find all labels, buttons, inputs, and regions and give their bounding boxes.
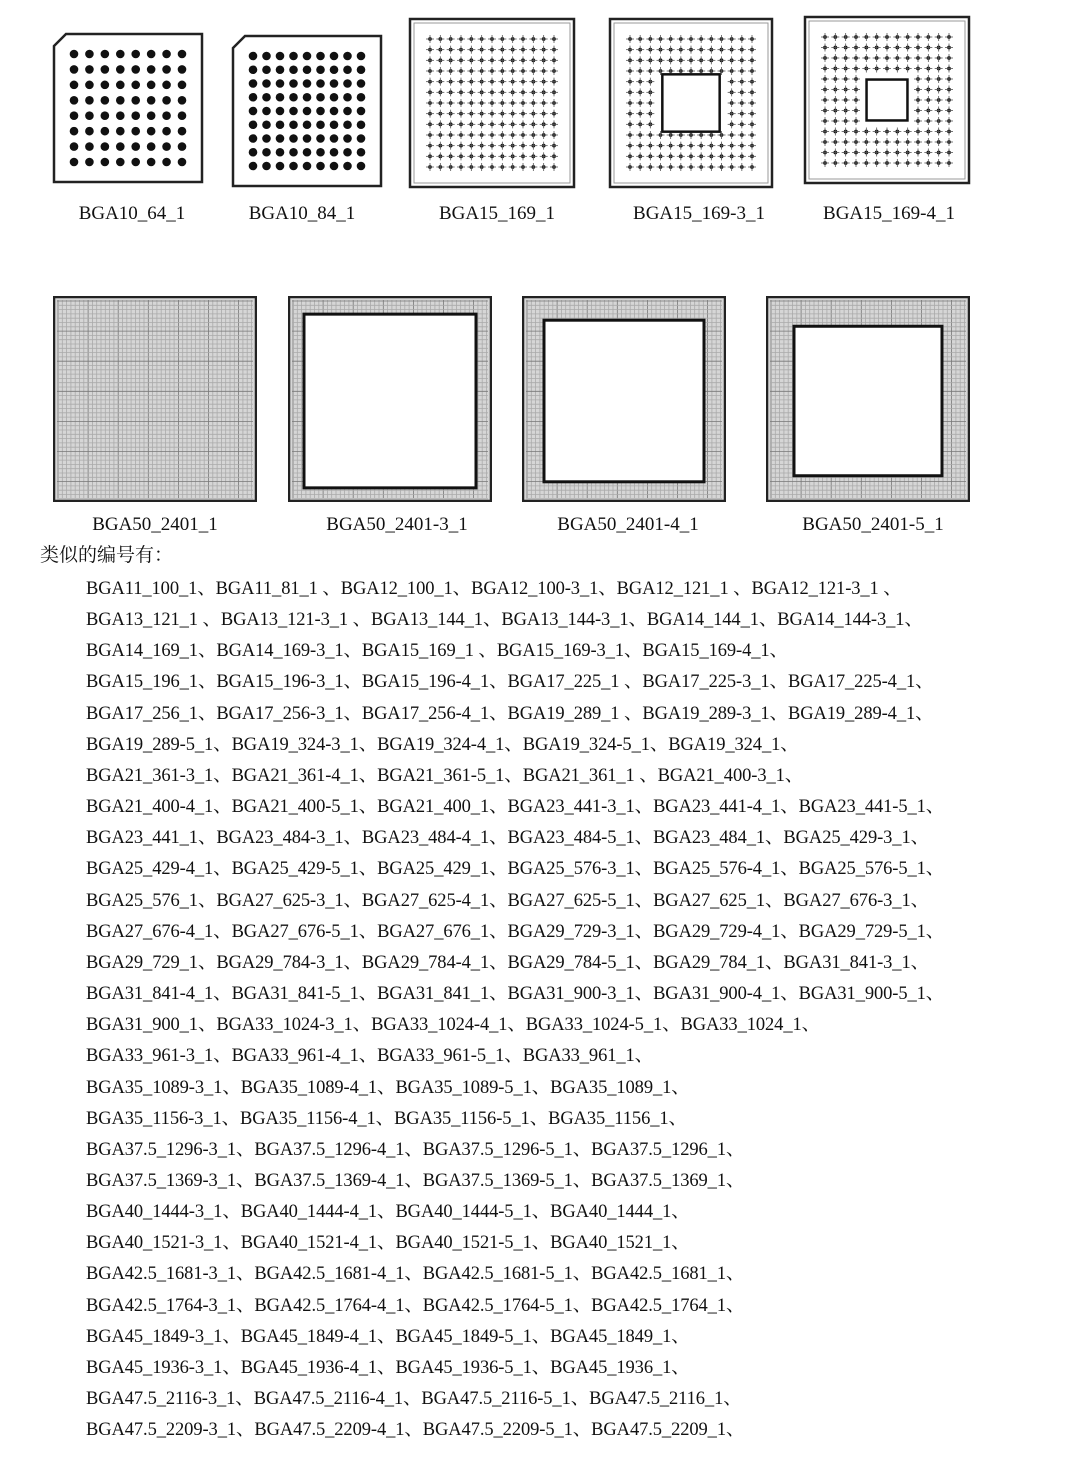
solder-ball xyxy=(330,148,339,157)
solder-ball xyxy=(85,65,94,74)
solder-ball xyxy=(70,81,79,90)
solder-ball xyxy=(357,134,366,143)
list-line: BGA17_256_1、BGA17_256-3_1、BGA17_256-4_1、BGA19_289_1 、BGA19_289-3_1、BGA19_289-4_1、 xyxy=(86,703,934,724)
solder-ball xyxy=(249,148,258,157)
solder-ball xyxy=(343,120,352,129)
solder-ball xyxy=(249,65,258,74)
solder-ball xyxy=(276,120,285,129)
list-line: BGA45_1849-3_1、BGA45_1849-4_1、BGA45_1849-5_1、BGA45_1849_1、 xyxy=(86,1326,690,1347)
solder-ball xyxy=(162,81,171,90)
caption-bga10-64: BGA10_64_1 xyxy=(78,203,186,224)
solder-ball xyxy=(178,111,187,120)
solder-ball xyxy=(131,111,140,120)
list-line: BGA40_1444-3_1、BGA40_1444-4_1、BGA40_1444-5_1、BGA40_1444_1、 xyxy=(86,1202,690,1223)
solder-ball xyxy=(162,158,171,167)
solder-ball xyxy=(85,50,94,59)
solder-ball xyxy=(289,107,298,116)
package-bga50-2401 xyxy=(53,296,257,502)
package-bga15-169 xyxy=(408,17,576,189)
solder-ball xyxy=(343,134,352,143)
solder-ball xyxy=(85,127,94,136)
solder-ball xyxy=(101,96,110,105)
solder-ball xyxy=(70,127,79,136)
solder-ball xyxy=(116,127,125,136)
list-line: BGA35_1089-3_1、BGA35_1089-4_1、BGA35_1089-5_1、BGA35_1089_1、 xyxy=(86,1077,690,1098)
solder-ball xyxy=(101,127,110,136)
solder-ball xyxy=(101,81,110,90)
center-cavity xyxy=(867,80,908,121)
list-line: BGA47.5_2116-3_1、BGA47.5_2116-4_1、BGA47.5_2116-5_1、BGA47.5_2116_1、 xyxy=(86,1389,742,1410)
solder-ball xyxy=(316,65,325,74)
solder-ball xyxy=(276,93,285,102)
solder-ball xyxy=(357,162,366,171)
caption-bga15-169: BGA15_169_1 xyxy=(438,203,556,224)
solder-ball xyxy=(289,162,298,171)
solder-ball xyxy=(262,162,271,171)
solder-ball xyxy=(70,96,79,105)
solder-ball xyxy=(85,81,94,90)
solder-ball xyxy=(178,142,187,151)
list-line: BGA40_1521-3_1、BGA40_1521-4_1、BGA40_1521-5_1、BGA40_1521_1、 xyxy=(86,1233,690,1254)
solder-ball xyxy=(178,96,187,105)
solder-ball xyxy=(178,127,187,136)
solder-ball xyxy=(147,142,156,151)
list-line: BGA29_729_1、BGA29_784-3_1、BGA29_784-4_1、BGA29_784-5_1、BGA29_784_1、BGA31_841-3_1、 xyxy=(86,952,930,973)
solder-ball xyxy=(289,148,298,157)
solder-ball xyxy=(343,107,352,116)
solder-ball xyxy=(70,111,79,120)
solder-ball xyxy=(262,93,271,102)
solder-ball xyxy=(101,65,110,74)
solder-ball xyxy=(147,127,156,136)
solder-ball xyxy=(131,158,140,167)
solder-ball xyxy=(162,127,171,136)
solder-ball xyxy=(116,111,125,120)
solder-ball xyxy=(343,52,352,61)
list-line: BGA19_289-5_1、BGA19_324-3_1、BGA19_324-4_1、BGA19_324-5_1、BGA19_324_1、 xyxy=(86,734,799,755)
solder-ball xyxy=(330,65,339,74)
solder-ball xyxy=(101,50,110,59)
list-line: BGA21_361-3_1、BGA21_361-4_1、BGA21_361-5_1、BGA21_361_1 、BGA21_400-3_1、 xyxy=(86,765,804,786)
solder-ball xyxy=(116,158,125,167)
solder-ball xyxy=(276,162,285,171)
solder-ball xyxy=(316,93,325,102)
solder-ball xyxy=(249,162,258,171)
solder-ball xyxy=(330,162,339,171)
solder-ball xyxy=(116,81,125,90)
solder-ball xyxy=(303,65,312,74)
solder-ball xyxy=(316,134,325,143)
solder-ball xyxy=(70,65,79,74)
solder-ball xyxy=(303,134,312,143)
package-bga10-64 xyxy=(52,32,204,184)
solder-ball xyxy=(330,134,339,143)
solder-ball xyxy=(343,148,352,157)
solder-ball xyxy=(357,107,366,116)
package-bga15-169-4 xyxy=(803,15,971,185)
solder-ball xyxy=(303,148,312,157)
caption-bga50-2401: BGA50_2401_1 xyxy=(92,514,218,535)
solder-ball xyxy=(303,107,312,116)
solder-ball xyxy=(289,79,298,88)
solder-ball xyxy=(178,65,187,74)
package-bga50-2401-4 xyxy=(522,296,726,502)
solder-ball xyxy=(131,81,140,90)
solder-ball xyxy=(70,158,79,167)
solder-ball xyxy=(85,111,94,120)
solder-ball xyxy=(178,81,187,90)
solder-ball xyxy=(276,79,285,88)
solder-ball xyxy=(262,120,271,129)
solder-ball xyxy=(276,52,285,61)
solder-ball xyxy=(85,158,94,167)
solder-ball xyxy=(357,120,366,129)
package-bga50-2401-5 xyxy=(766,296,970,502)
center-cavity xyxy=(544,320,704,482)
solder-ball xyxy=(101,111,110,120)
solder-ball xyxy=(85,96,94,105)
similar-numbers-list xyxy=(86,574,1072,1446)
list-line: BGA25_576_1、BGA27_625-3_1、BGA27_625-4_1、BGA27_625-5_1、BGA27_625_1、BGA27_676-3_1、 xyxy=(86,890,930,911)
center-cavity xyxy=(794,326,942,475)
solder-ball xyxy=(262,52,271,61)
list-line: BGA37.5_1296-3_1、BGA37.5_1296-4_1、BGA37.5_1296-5_1、BGA37.5_1296_1、 xyxy=(86,1139,745,1160)
solder-ball xyxy=(289,134,298,143)
solder-ball xyxy=(357,79,366,88)
solder-ball xyxy=(116,142,125,151)
list-line: BGA35_1156-3_1、BGA35_1156-4_1、BGA35_1156-5_1、BGA35_1156_1、 xyxy=(86,1108,687,1129)
caption-bga15-169-4: BGA15_169-4_1 xyxy=(823,203,955,224)
solder-ball xyxy=(276,134,285,143)
solder-ball xyxy=(178,158,187,167)
center-cavity xyxy=(304,314,476,488)
center-cavity xyxy=(662,74,719,131)
solder-ball xyxy=(147,81,156,90)
solder-ball xyxy=(147,111,156,120)
solder-ball xyxy=(249,134,258,143)
solder-ball xyxy=(316,162,325,171)
solder-ball xyxy=(343,162,352,171)
solder-ball xyxy=(303,162,312,171)
list-line: BGA15_196_1、BGA15_196-3_1、BGA15_196-4_1、BGA17_225_1 、BGA17_225-3_1、BGA17_225-4_1、 xyxy=(86,672,934,693)
list-line: BGA37.5_1369-3_1、BGA37.5_1369-4_1、BGA37.5_1369-5_1、BGA37.5_1369_1、 xyxy=(86,1170,745,1191)
similar-numbers-heading: 类似的编号有： xyxy=(40,545,174,566)
solder-ball xyxy=(289,93,298,102)
list-line: BGA31_900_1、BGA33_1024-3_1、BGA33_1024-4_1、BGA33_1024-5_1、BGA33_1024_1、 xyxy=(86,1015,821,1036)
list-line: BGA47.5_2209-3_1、BGA47.5_2209-4_1、BGA47.5_2209-5_1、BGA47.5_2209_1、 xyxy=(86,1420,745,1441)
solder-ball xyxy=(303,120,312,129)
solder-ball xyxy=(262,107,271,116)
solder-ball xyxy=(116,96,125,105)
solder-ball xyxy=(262,148,271,157)
solder-ball xyxy=(316,148,325,157)
solder-ball xyxy=(303,93,312,102)
solder-ball xyxy=(249,120,258,129)
solder-ball xyxy=(131,127,140,136)
solder-ball xyxy=(316,120,325,129)
caption-bga50-2401-5: BGA50_2401-5_1 xyxy=(802,514,944,535)
solder-ball xyxy=(289,52,298,61)
list-line: BGA42.5_1764-3_1、BGA42.5_1764-4_1、BGA42.5_1764-5_1、BGA42.5_1764_1、 xyxy=(86,1295,745,1316)
solder-ball xyxy=(147,50,156,59)
list-line: BGA45_1936-3_1、BGA45_1936-4_1、BGA45_1936-5_1、BGA45_1936_1、 xyxy=(86,1357,690,1378)
solder-ball xyxy=(316,79,325,88)
solder-ball xyxy=(162,65,171,74)
list-line: BGA25_429-4_1、BGA25_429-5_1、BGA25_429_1、BGA25_576-3_1、BGA25_576-4_1、BGA25_576-5_1、 xyxy=(86,859,945,880)
solder-ball xyxy=(330,93,339,102)
solder-ball xyxy=(330,120,339,129)
solder-ball xyxy=(262,79,271,88)
solder-ball xyxy=(316,107,325,116)
solder-ball xyxy=(147,158,156,167)
solder-ball xyxy=(131,50,140,59)
solder-ball xyxy=(303,52,312,61)
solder-ball xyxy=(330,107,339,116)
solder-ball xyxy=(249,107,258,116)
list-line: BGA33_961-3_1、BGA33_961-4_1、BGA33_961-5_1、BGA33_961_1、 xyxy=(86,1046,654,1067)
list-line: BGA11_100_1、BGA11_81_1 、BGA12_100_1、BGA12_100-3_1、BGA12_121_1 、BGA12_121-3_1 、 xyxy=(86,579,902,599)
solder-ball xyxy=(131,142,140,151)
solder-ball xyxy=(357,52,366,61)
package-bga15-169-3 xyxy=(608,17,774,189)
solder-ball xyxy=(316,52,325,61)
solder-ball xyxy=(70,142,79,151)
list-line: BGA14_169_1、BGA14_169-3_1、BGA15_169_1 、BGA15_169-3_1、BGA15_169-4_1、 xyxy=(86,641,788,662)
solder-ball xyxy=(162,142,171,151)
solder-ball xyxy=(262,134,271,143)
solder-ball xyxy=(249,52,258,61)
solder-ball xyxy=(357,148,366,157)
list-line: BGA13_121_1 、BGA13_121-3_1 、BGA13_144_1、BGA13_144-3_1、BGA14_144_1、BGA14_144-3_1、 xyxy=(86,610,923,631)
caption-bga15-169-3: BGA15_169-3_1 xyxy=(633,203,765,224)
solder-ball xyxy=(262,65,271,74)
solder-ball xyxy=(343,79,352,88)
list-line: BGA27_676-4_1、BGA27_676-5_1、BGA27_676_1、BGA29_729-3_1、BGA29_729-4_1、BGA29_729-5_1、 xyxy=(86,921,945,942)
solder-ball xyxy=(289,65,298,74)
solder-ball xyxy=(276,65,285,74)
solder-ball xyxy=(147,96,156,105)
package-bga50-2401-3 xyxy=(288,296,492,502)
solder-ball xyxy=(131,96,140,105)
solder-ball xyxy=(249,93,258,102)
solder-ball xyxy=(131,65,140,74)
solder-ball xyxy=(147,65,156,74)
solder-ball xyxy=(162,111,171,120)
caption-bga10-84: BGA10_84_1 xyxy=(248,203,356,224)
solder-ball xyxy=(178,50,187,59)
list-line: BGA21_400-4_1、BGA21_400-5_1、BGA21_400_1、BGA23_441-3_1、BGA23_441-4_1、BGA23_441-5_1、 xyxy=(86,797,945,818)
solder-ball xyxy=(289,120,298,129)
solder-ball xyxy=(276,148,285,157)
solder-ball xyxy=(116,50,125,59)
list-line: BGA31_841-4_1、BGA31_841-5_1、BGA31_841_1、BGA31_900-3_1、BGA31_900-4_1、BGA31_900-5_1、 xyxy=(86,984,945,1005)
solder-ball xyxy=(162,96,171,105)
solder-ball xyxy=(116,65,125,74)
solder-ball xyxy=(343,93,352,102)
solder-ball xyxy=(276,107,285,116)
solder-ball xyxy=(101,142,110,151)
solder-ball xyxy=(303,79,312,88)
solder-ball xyxy=(249,79,258,88)
solder-ball xyxy=(330,79,339,88)
list-line: BGA42.5_1681-3_1、BGA42.5_1681-4_1、BGA42.5_1681-5_1、BGA42.5_1681_1、 xyxy=(86,1264,745,1285)
solder-ball xyxy=(343,65,352,74)
package-bga10-84 xyxy=(231,34,383,188)
solder-ball xyxy=(357,65,366,74)
solder-ball xyxy=(70,50,79,59)
solder-ball xyxy=(101,158,110,167)
solder-ball xyxy=(330,52,339,61)
caption-bga50-2401-4: BGA50_2401-4_1 xyxy=(557,514,699,535)
list-line: BGA23_441_1、BGA23_484-3_1、BGA23_484-4_1、BGA23_484-5_1、BGA23_484_1、BGA25_429-3_1、 xyxy=(86,828,930,849)
caption-bga50-2401-3: BGA50_2401-3_1 xyxy=(326,514,468,535)
solder-ball xyxy=(357,93,366,102)
solder-ball xyxy=(162,50,171,59)
solder-ball xyxy=(85,142,94,151)
